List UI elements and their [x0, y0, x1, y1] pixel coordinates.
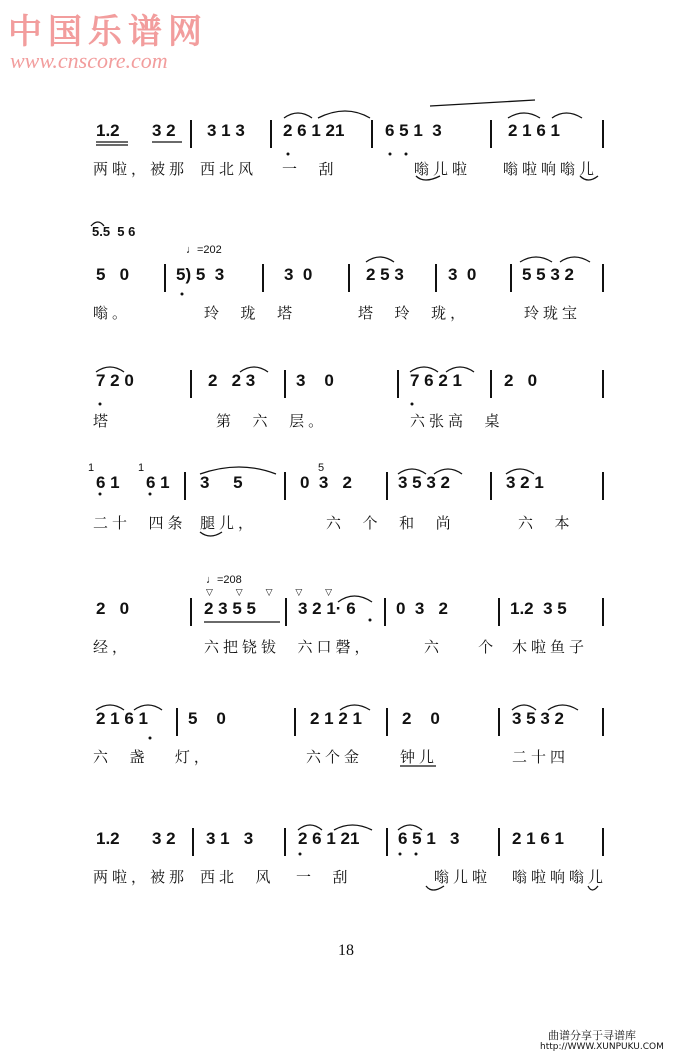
bar-line — [602, 598, 604, 626]
bar-line — [397, 370, 399, 398]
note-group: 3 0 — [284, 265, 313, 284]
note-group: 3 5 3 2 — [398, 473, 450, 492]
note-group: 2 2 3 — [208, 371, 256, 390]
lyrics-row — [0, 866, 700, 890]
lyrics-row — [0, 410, 700, 434]
tempo-marking: ♩=208 — [206, 574, 242, 586]
accent-marks: ▽ ▽ ▽ ▽ ▽ — [206, 588, 343, 598]
page-number: 18 — [338, 942, 354, 959]
lyric: 两啦，被那 — [93, 868, 189, 886]
music-system-3 — [0, 360, 700, 456]
bar-line — [498, 708, 500, 736]
lyrics-row — [0, 158, 700, 182]
bar-line — [602, 472, 604, 500]
note-group: 1.2 — [96, 121, 120, 140]
grace-note: 1 — [88, 462, 95, 474]
note-group: 3 1 3 — [206, 829, 254, 848]
lyric: 玲珑宝 — [524, 304, 582, 322]
notation-row — [0, 370, 700, 400]
note-group: 3 1 3 — [207, 121, 245, 140]
note-group: 3 2 1· 6 — [298, 599, 356, 618]
bar-line — [435, 264, 437, 292]
bar-line — [510, 264, 512, 292]
lyric: 六个金 — [306, 748, 364, 766]
note-group: 3 0 — [448, 265, 477, 284]
note-group: 5 0 — [188, 709, 226, 728]
bar-line — [371, 120, 373, 148]
lyric: 腿儿， — [200, 514, 258, 532]
note-group: 0 3 2 — [300, 473, 352, 492]
lyric: 二十四 — [512, 748, 570, 766]
note-group: 7 6 2 1 — [410, 371, 462, 390]
note-group: 0 3 2 — [396, 599, 448, 618]
music-system-2 — [0, 222, 700, 322]
bar-line — [602, 708, 604, 736]
notation-row — [0, 120, 700, 150]
note-group: 6 5 1 3 — [398, 829, 460, 848]
notation-row — [0, 828, 700, 858]
bar-line — [602, 370, 604, 398]
footer-site-url: http://WWW.XUNPUKU.COM — [540, 1042, 664, 1052]
note-group: 3 5 3 2 — [512, 709, 564, 728]
note-group: 2 5 3 — [366, 265, 404, 284]
lyrics-row — [0, 636, 700, 660]
lyric: 嗡。 — [93, 304, 132, 322]
bar-line — [498, 828, 500, 856]
lyric: 木啦鱼子 — [512, 638, 589, 656]
grace-note-prefix: 5.5 5 6 — [92, 224, 136, 239]
note-group: 7 2 0 — [96, 371, 134, 390]
footer-site-name: 曲谱分享于寻谱库 — [548, 1029, 636, 1042]
lyric: 嗡啦响嗡儿 — [503, 160, 599, 178]
note-group: 6 1 — [96, 473, 120, 492]
bar-line — [164, 264, 166, 292]
bar-line — [602, 120, 604, 148]
bar-line — [490, 370, 492, 398]
music-system-1 — [0, 110, 700, 206]
note-group: 6 5 1 3 — [385, 121, 442, 140]
watermark-url: www.cnscore.com — [10, 48, 168, 73]
music-system-6 — [0, 698, 700, 794]
bar-line — [386, 708, 388, 736]
bar-line — [190, 370, 192, 398]
grace-note: 5 — [318, 462, 325, 474]
lyric: 二十 四条 — [93, 514, 187, 532]
bar-line — [176, 708, 178, 736]
note-group: 2 3 5 5 — [204, 599, 256, 618]
bar-line — [190, 120, 192, 148]
note-group: 6 1 — [146, 473, 170, 492]
bar-line — [490, 120, 492, 148]
note-group: 2 6 1 21 — [298, 829, 360, 848]
bar-line — [284, 370, 286, 398]
notation-row — [0, 264, 700, 294]
lyric: 塔 玲 珑， — [358, 304, 470, 322]
bar-line — [602, 828, 604, 856]
note-group: 1.2 — [96, 829, 120, 848]
bar-line — [348, 264, 350, 292]
tempo-marking: ♩=202 — [186, 244, 222, 256]
note-group: 2 0 — [402, 709, 440, 728]
lyric: 一 刮 — [282, 160, 338, 178]
bar-line — [498, 598, 500, 626]
lyric: 嗡儿啦 — [414, 160, 472, 178]
note-group: 3 2 1 — [506, 473, 544, 492]
note-group: 3 2 — [152, 121, 176, 140]
lyric: 嗡儿啦 — [434, 868, 492, 886]
note-group: 5 0 — [96, 265, 130, 284]
note-group: 2 6 1 21 — [283, 121, 345, 140]
lyric: 六 个 和 尚 — [326, 514, 455, 532]
bar-line — [294, 708, 296, 736]
note-group: 2 0 — [504, 371, 538, 390]
bar-line — [284, 472, 286, 500]
lyric: 西北风 — [200, 160, 258, 178]
note-group: 2 1 6 1 — [512, 829, 564, 848]
note-group: 5 5 3 2 — [522, 265, 574, 284]
watermark-title: 中国乐谱网 — [8, 12, 208, 52]
note-group: 2 1 6 1 — [96, 709, 148, 728]
notation-row — [0, 598, 700, 628]
lyric: 嗡啦响嗡儿 — [512, 868, 608, 886]
lyrics-row — [0, 746, 700, 770]
lyric: 一 刮 — [296, 868, 352, 886]
note-group: 3 0 — [296, 371, 334, 390]
lyric: 经， — [93, 638, 132, 656]
bar-line — [285, 598, 287, 626]
note-group: 1.2 3 5 — [510, 599, 567, 618]
lyrics-row — [0, 512, 700, 536]
note-group: 3 2 — [152, 829, 176, 848]
lyric: 钟儿 — [400, 748, 439, 766]
lyric: 第 六 层。 — [216, 412, 328, 430]
grace-note: 1 — [138, 462, 145, 474]
lyric: 六 个 — [424, 638, 498, 656]
music-system-5 — [0, 570, 700, 666]
lyric: 塔 — [93, 412, 113, 430]
music-system-4 — [0, 458, 700, 554]
lyric: 六张高 桌 — [410, 412, 504, 430]
lyrics-row — [0, 302, 700, 326]
lyric: 西北 风 — [200, 868, 275, 886]
lyric: 两啦，被那 — [93, 160, 189, 178]
music-system-7 — [0, 818, 700, 914]
bar-line — [386, 472, 388, 500]
bar-line — [384, 598, 386, 626]
bar-line — [386, 828, 388, 856]
bar-line — [190, 598, 192, 626]
note-group: 2 1 6 1 — [508, 121, 560, 140]
notation-row — [0, 708, 700, 738]
bar-line — [490, 472, 492, 500]
lyric: 六把铙钹 六口磬， — [204, 638, 374, 656]
bar-line — [262, 264, 264, 292]
bar-line — [184, 472, 186, 500]
lyric: 六 本 — [518, 514, 574, 532]
bar-line — [284, 828, 286, 856]
notation-row — [0, 462, 700, 502]
bar-line — [602, 264, 604, 292]
note-group: 2 0 — [96, 599, 130, 618]
note-group: 5) 5 3 — [176, 265, 225, 284]
bar-line — [270, 120, 272, 148]
lyric: 六 盏 灯， — [93, 748, 213, 766]
note-group: 2 1 2 1 — [310, 709, 362, 728]
lyric: 玲 珑 塔 — [204, 304, 297, 322]
note-group: 3 5 — [200, 473, 243, 492]
bar-line — [192, 828, 194, 856]
